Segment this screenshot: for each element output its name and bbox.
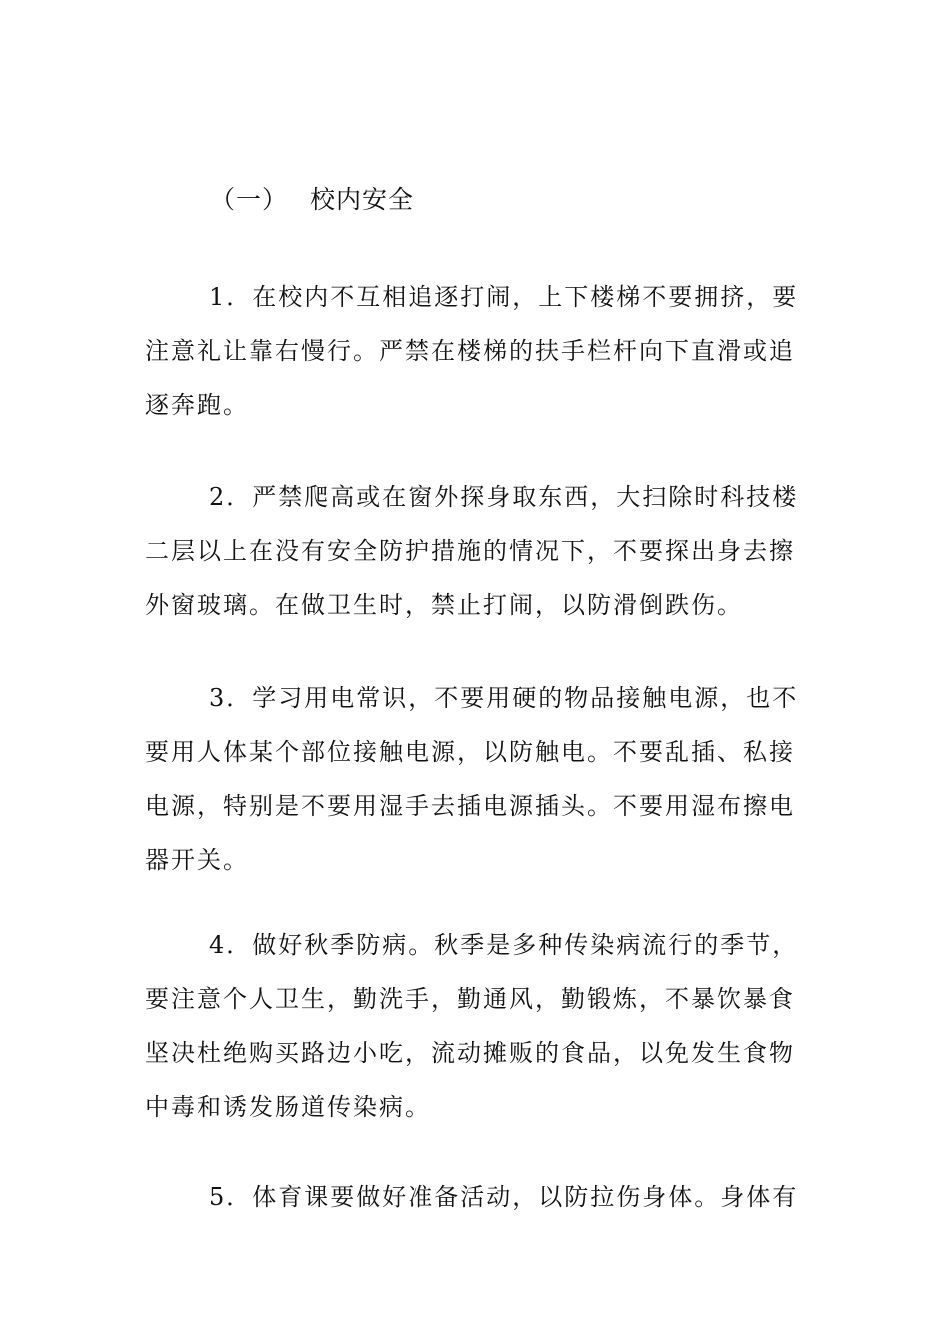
paragraph-2 [145, 470, 810, 632]
paragraph-1 [145, 270, 810, 432]
paragraph-line: 注意礼让靠右慢行。严禁在楼梯的扶手栏杆向下直滑或追 [145, 337, 795, 365]
paragraph-line: 电源，特别是不要用湿手去插电源插头。不要用湿布擦电 [145, 792, 795, 820]
section-number: （一） [210, 185, 289, 214]
paragraph-line: 二层以上在没有安全防护措施的情况下，不要探出身去擦 [145, 537, 795, 565]
paragraph-line: 中毒和诱发肠道传染病。 [145, 1093, 431, 1121]
section-heading [210, 180, 414, 220]
paragraph-3 [145, 671, 810, 887]
paragraph-line: 坚决杜绝购买路边小吃，流动摊贩的食品，以免发生食物 [145, 1039, 795, 1067]
paragraph-line: 4．做好秋季防病。秋季是多种传染病流行的季节， [209, 931, 799, 959]
paragraph-4 [145, 918, 810, 1134]
paragraph-line: 要用人体某个部位接触电源，以防触电。不要乱插、私接 [145, 738, 795, 766]
paragraph-line: 逐奔跑。 [145, 391, 249, 419]
paragraph-line: 2．严禁爬高或在窗外探身取东西，大扫除时科技楼 [209, 483, 799, 511]
paragraph-line: 1．在校内不互相追逐打闹，上下楼梯不要拥挤，要 [209, 283, 799, 311]
section-title: 校内安全 [310, 185, 415, 214]
paragraph-line: 要注意个人卫生，勤洗手，勤通风，勤锻炼，不暴饮暴食 [145, 985, 795, 1013]
paragraph-5 [145, 1170, 810, 1224]
paragraph-line: 外窗玻璃。在做卫生时，禁止打闹，以防滑倒跌伤。 [145, 591, 743, 619]
paragraph-line: 5．体育课要做好准备活动，以防拉伤身体。身体有 [209, 1183, 799, 1211]
paragraph-line: 器开关。 [145, 846, 249, 874]
paragraph-line: 3．学习用电常识，不要用硬的物品接触电源，也不 [209, 684, 799, 712]
